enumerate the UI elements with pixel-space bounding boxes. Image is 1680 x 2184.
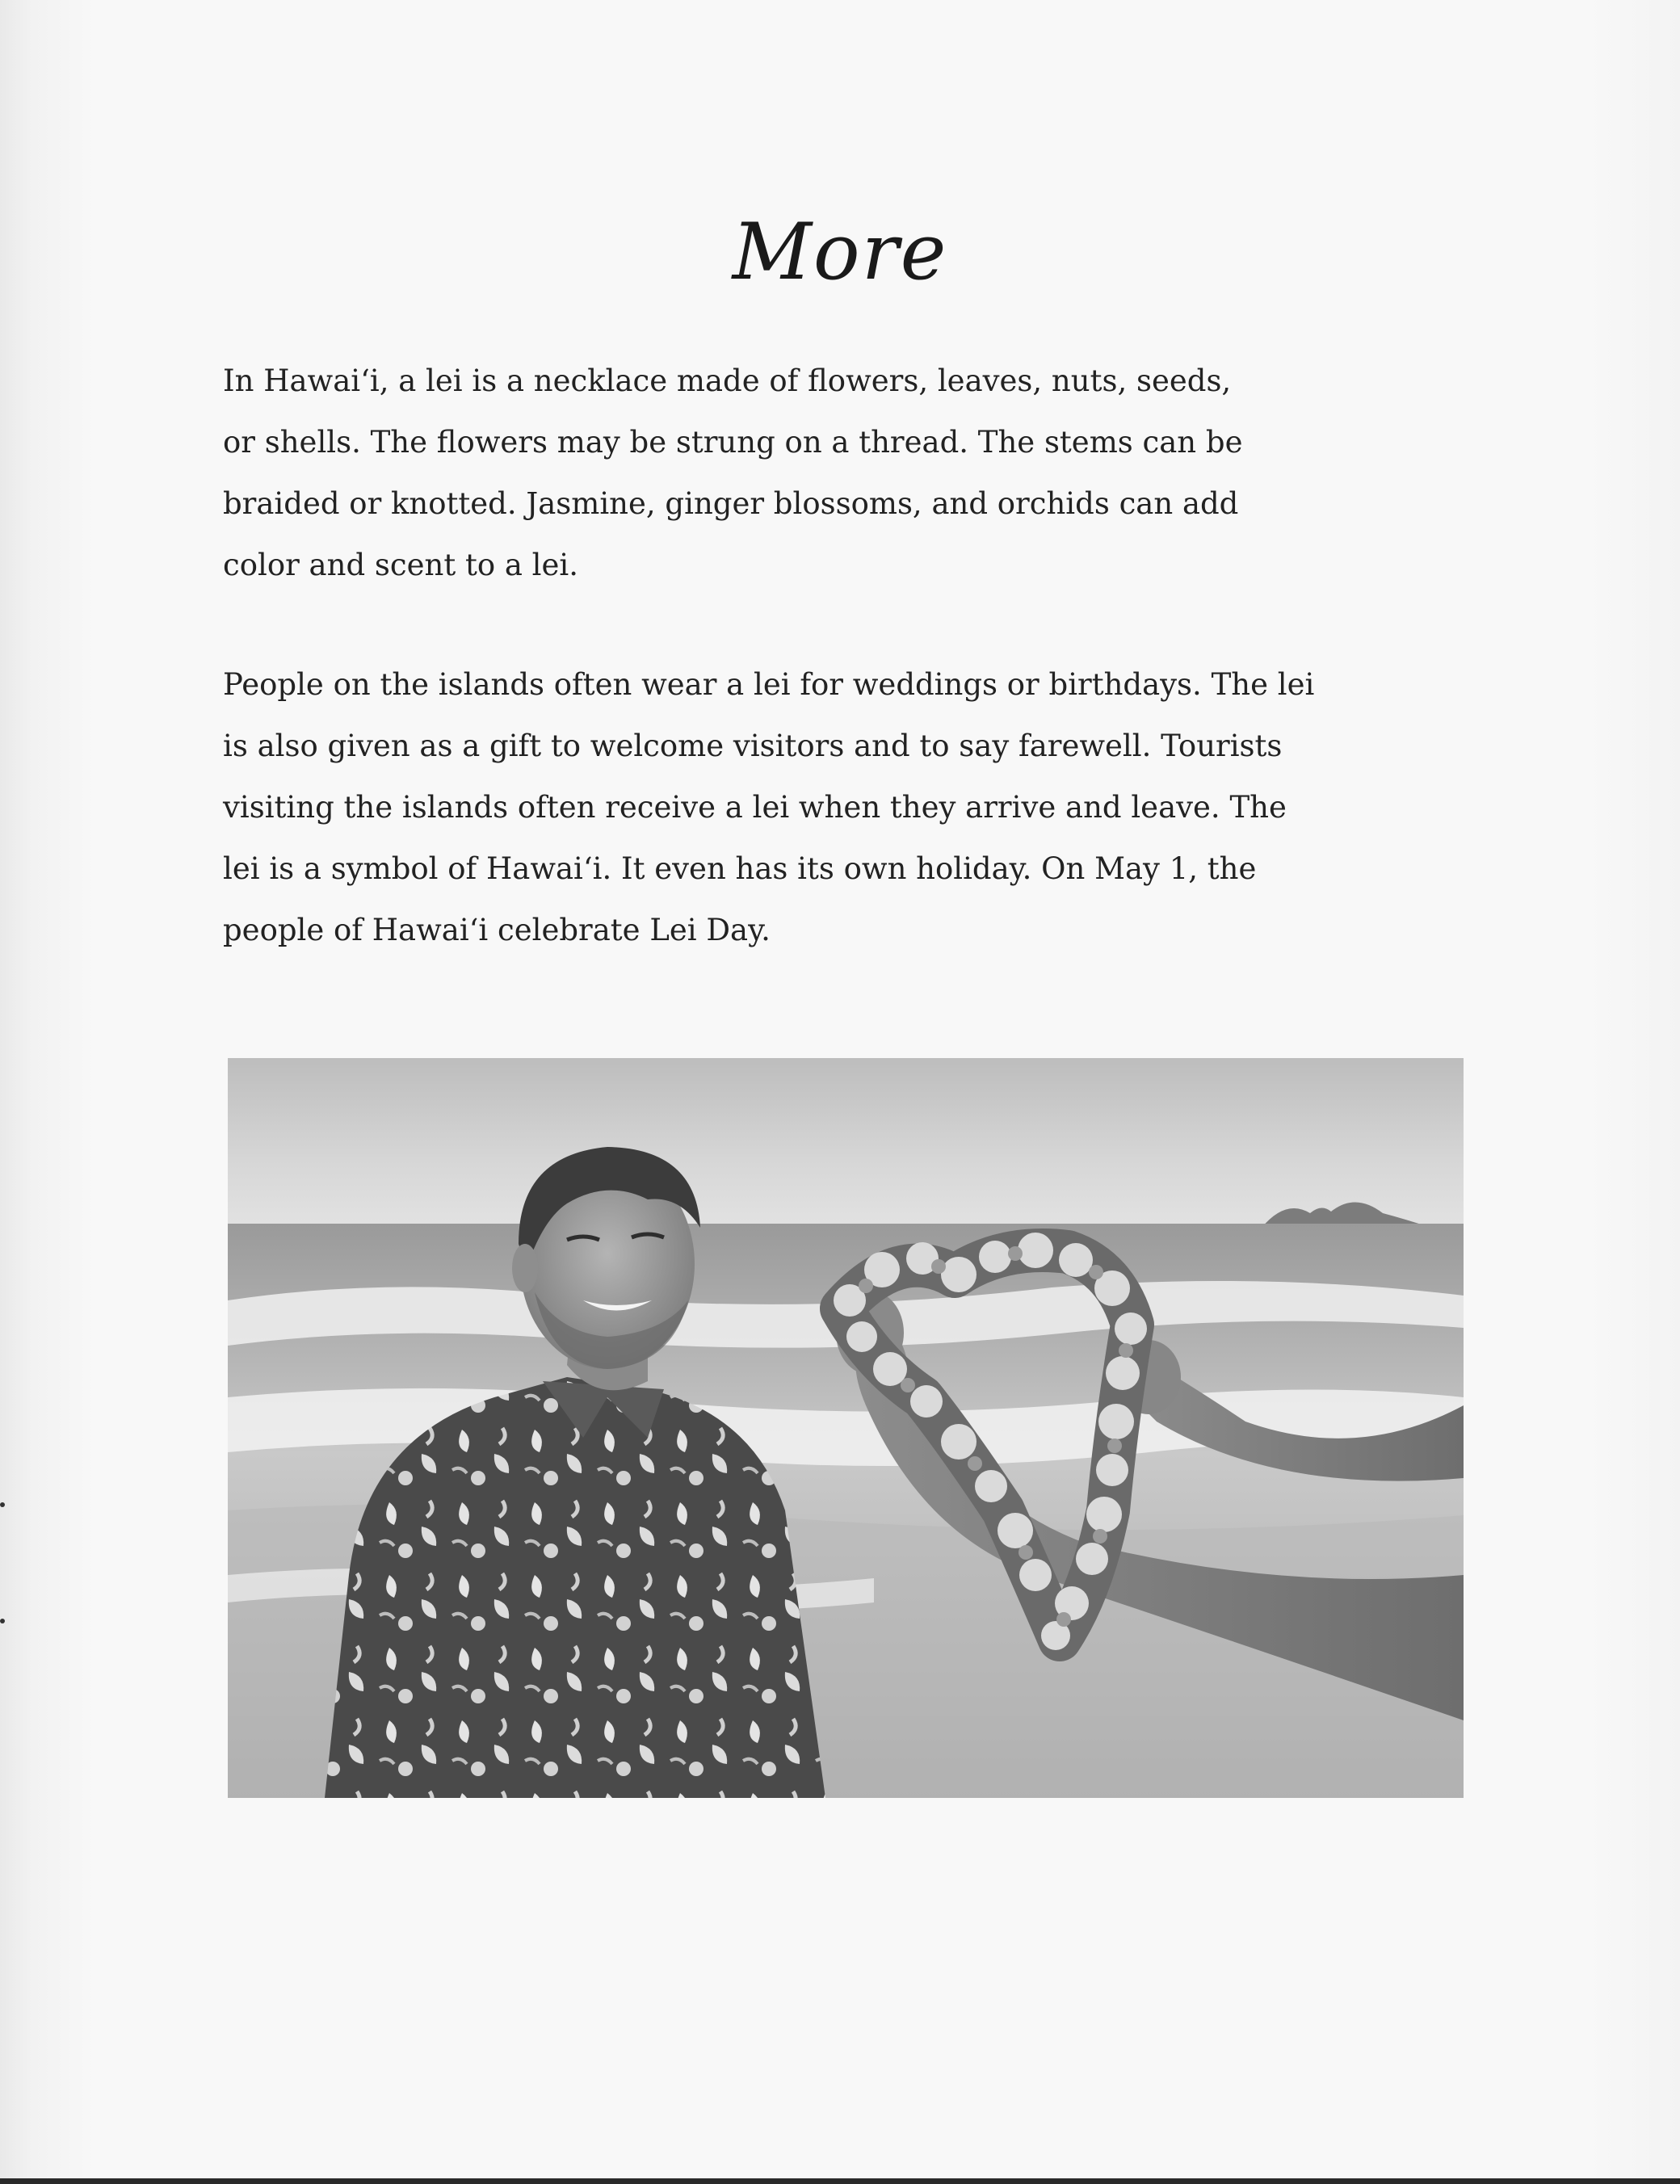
- paragraph-line: or shells. The flowers may be strung on a thread. The stems can be: [223, 425, 1243, 460]
- bottom-edge: [0, 2178, 1680, 2184]
- paragraph-1: [223, 351, 1483, 596]
- paragraph-line: braided or knotted. Jasmine, ginger blossoms, and orchids can add: [223, 486, 1239, 521]
- beach-lei-photo: [228, 1058, 1464, 1798]
- page-title: More: [732, 207, 948, 297]
- paragraph-line: color and scent to a lei.: [223, 548, 579, 582]
- paragraph-line: lei is a symbol of Hawaiʻi. It even has its own holiday. On May 1, the: [223, 851, 1257, 886]
- paragraph-2: [223, 654, 1483, 961]
- paragraph-line: people of Hawaiʻi celebrate Lei Day.: [223, 913, 771, 947]
- scan-mark: [0, 1502, 5, 1507]
- paragraph-line: visiting the islands often receive a lei when they arrive and leave. The: [223, 790, 1287, 825]
- paragraph-line: In Hawaiʻi, a lei is a necklace made of flowers, leaves, nuts, seeds,: [223, 363, 1232, 398]
- paragraph-line: is also given as a gift to welcome visitors and to say farewell. Tourists: [223, 729, 1283, 763]
- scan-mark: [0, 1619, 5, 1623]
- paragraph-line: People on the islands often wear a lei for weddings or birthdays. The lei: [223, 667, 1315, 702]
- sky: [228, 1058, 1464, 1228]
- ear: [512, 1244, 538, 1292]
